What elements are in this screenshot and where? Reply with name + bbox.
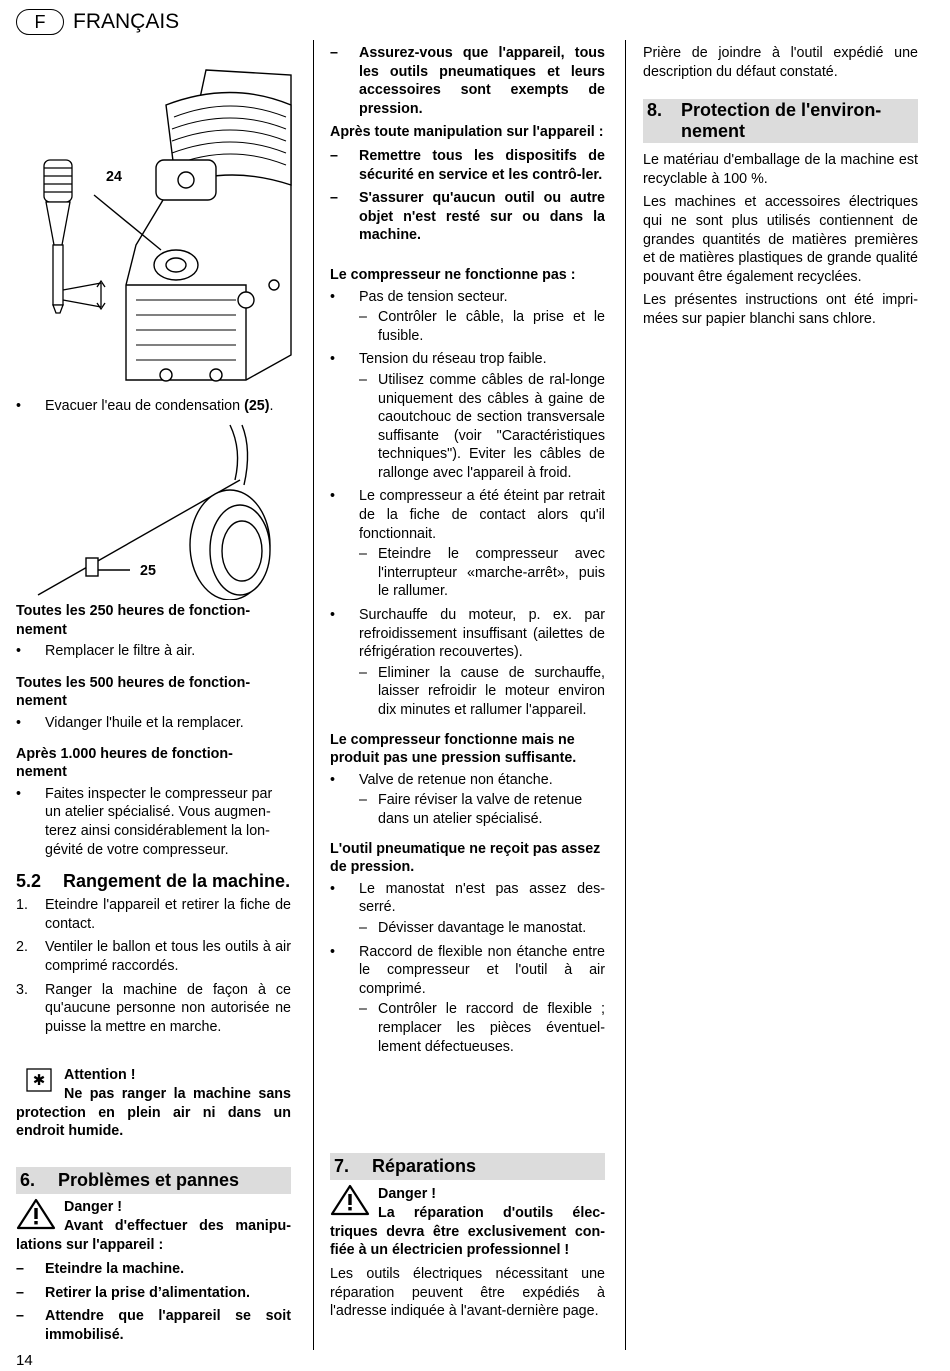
page-header-title: FRANÇAIS <box>73 10 180 33</box>
danger-text: Avant d'effectuer des manipu-lations sur l'appareil : <box>16 1218 291 1253</box>
middle-column <box>330 44 605 1056</box>
list-item: – Remettre tous les dispositifs de sécurité en service et les contrô-ler. <box>330 147 605 183</box>
repair-text: Les outils électriques nécessitant une réparation peuvent être expédiés à l'adresse indiquée à l'avant-dernière page. <box>330 1266 605 1320</box>
attention-text: Ne pas ranger la machine sans protection en plein air ni dans un endroit humide. <box>16 1086 291 1140</box>
maintenance-schedule <box>16 602 291 1036</box>
paragraph: Les présentes instructions ont été impri-mées sur papier blanchi sans chlore. <box>643 292 918 327</box>
svg-text:✱: ✱ <box>32 1071 46 1089</box>
list-item: • Remplacer le filtre à air. <box>16 643 196 660</box>
right-column <box>643 44 918 329</box>
list-item: • Le manostat n'est pas assez des-serré. – Dévisser davantage le manostat. <box>330 880 605 936</box>
attention-title: Attention ! <box>64 1067 136 1083</box>
danger-title: Danger ! <box>64 1199 122 1215</box>
fault-group-title: Le compresseur ne fonctionne pas : <box>330 266 576 283</box>
section-6-heading: 6. Problèmes et pannes <box>16 1167 291 1194</box>
list-item: • Pas de tension secteur. – Contrôler le câble, la prise et le fusible. <box>330 288 605 344</box>
section-7-heading: 7. Réparations <box>330 1153 605 1180</box>
list-item: 2. Ventiler le ballon et tous les outils à air comprimé raccordés. <box>16 939 291 974</box>
list-item: • Le compresseur a été éteint par retrait de la fiche de contact alors qu'il fonctionnait. – Eteindre le compresseur avec l'interrupteur «marche-arrêt», puis le rallumer. <box>330 488 605 600</box>
figure-label-25: 25 <box>140 563 156 579</box>
list-item: • Valve de retenue non étanche. – Faire réviser la valve de retenue dans un atelier spécialisé. <box>330 771 583 827</box>
paragraph: Les machines et accessoires électriques qui ne sont plus utilisés contiennent de grandes quantités de matières premières et de matières plastiques de grande qualité pouvant être également recyclées. <box>643 194 918 285</box>
list-item: 3. Ranger la machine de façon à ce qu'aucune personne non autorisée ne puisse la mettre en marche. <box>16 981 291 1035</box>
column-divider <box>313 40 314 1350</box>
list-item: • Surchauffe du moteur, p. ex. par refroidissement insuffisant (ailettes de réfrigération recouvertes). – Eliminer la cause de surchauffe, laisser refroidir le moteur environ dix minutes et rallumer l'appareil. <box>330 607 605 718</box>
list-item: 1. Eteindre l'appareil et retirer la fiche de contact. <box>16 897 291 932</box>
list-item: – Attendre que l'appareil se soit immobilisé. <box>16 1308 291 1343</box>
figure-label-24: 24 <box>106 169 122 185</box>
heading-250h: Toutes les 250 heures de fonction- nement <box>16 603 251 638</box>
list-item: – S'assurer qu'aucun outil ou autre objet n'est resté sur ou dans la machine. <box>330 190 605 244</box>
paragraph: Le matériau d'emballage de la machine est recyclable à 100 %. <box>643 152 918 187</box>
section-8-heading: 8. Protection de l'environ-nement <box>643 99 918 143</box>
danger-text: La réparation d'outils élec-triques devra être exclusivement con-fiée à un électricien professionnel ! <box>330 1205 605 1259</box>
list-item: • Faites inspecter le compresseur par un atelier spécialisé. Vous augmen-terez ainsi considérablement la lon-gévité de votre compresseur. <box>16 785 273 858</box>
heading-500h: Toutes les 500 heures de fonction- nement <box>16 674 251 710</box>
after-label: Après toute manipulation sur l'appareil : <box>330 124 604 141</box>
list-item: • Raccord de flexible non étanche entre le compresseur et l'outil à air comprimé. – Contrôler le raccord de flexible ; remplacer les pièces éventuel-lement défectueuses. <box>330 943 605 1055</box>
paragraph: Prière de joindre à l'outil expédié une description du défaut constaté. <box>643 45 918 80</box>
storage-steps <box>16 896 291 1036</box>
list-item: • Evacuer l'eau de condensation (25). <box>16 398 274 414</box>
fault-group-title: Le compresseur fonctionne mais ne produit pas une pression suffisante. <box>330 731 577 767</box>
column-divider <box>625 40 626 1350</box>
heading-1000h: Après 1.000 heures de fonction- nement <box>16 745 233 781</box>
list-item: – Assurez-vous que l'appareil, tous les outils pneumatiques et leurs accessoires sont exempts de pression. <box>330 45 605 117</box>
danger-checklist <box>16 1260 291 1344</box>
page-number: 14 <box>16 1352 33 1369</box>
danger-title: Danger ! <box>378 1186 436 1202</box>
fault-group-title: L'outil pneumatique ne reçoit pas assez de pression. <box>330 840 601 876</box>
list-item: – Eteindre la machine. <box>16 1261 185 1277</box>
section-5-2-heading: 5.2 Rangement de la machine. <box>16 871 291 892</box>
compressor-pump-illustration <box>16 45 296 390</box>
list-item: – Retirer la prise d’alimentation. <box>16 1284 250 1301</box>
list-item: • Tension du réseau trop faible. – Utilisez comme câbles de ral-longe uniquement des câbles à gaine de caoutchouc de section transversale suffisante (voir "Caractéristiques techniques"). Eviter les câbles de rallonge avec l'appareil à froid. <box>330 351 605 481</box>
list-item: • Vidanger l'huile et la remplacer. <box>16 714 244 731</box>
language-badge: F <box>16 9 64 35</box>
